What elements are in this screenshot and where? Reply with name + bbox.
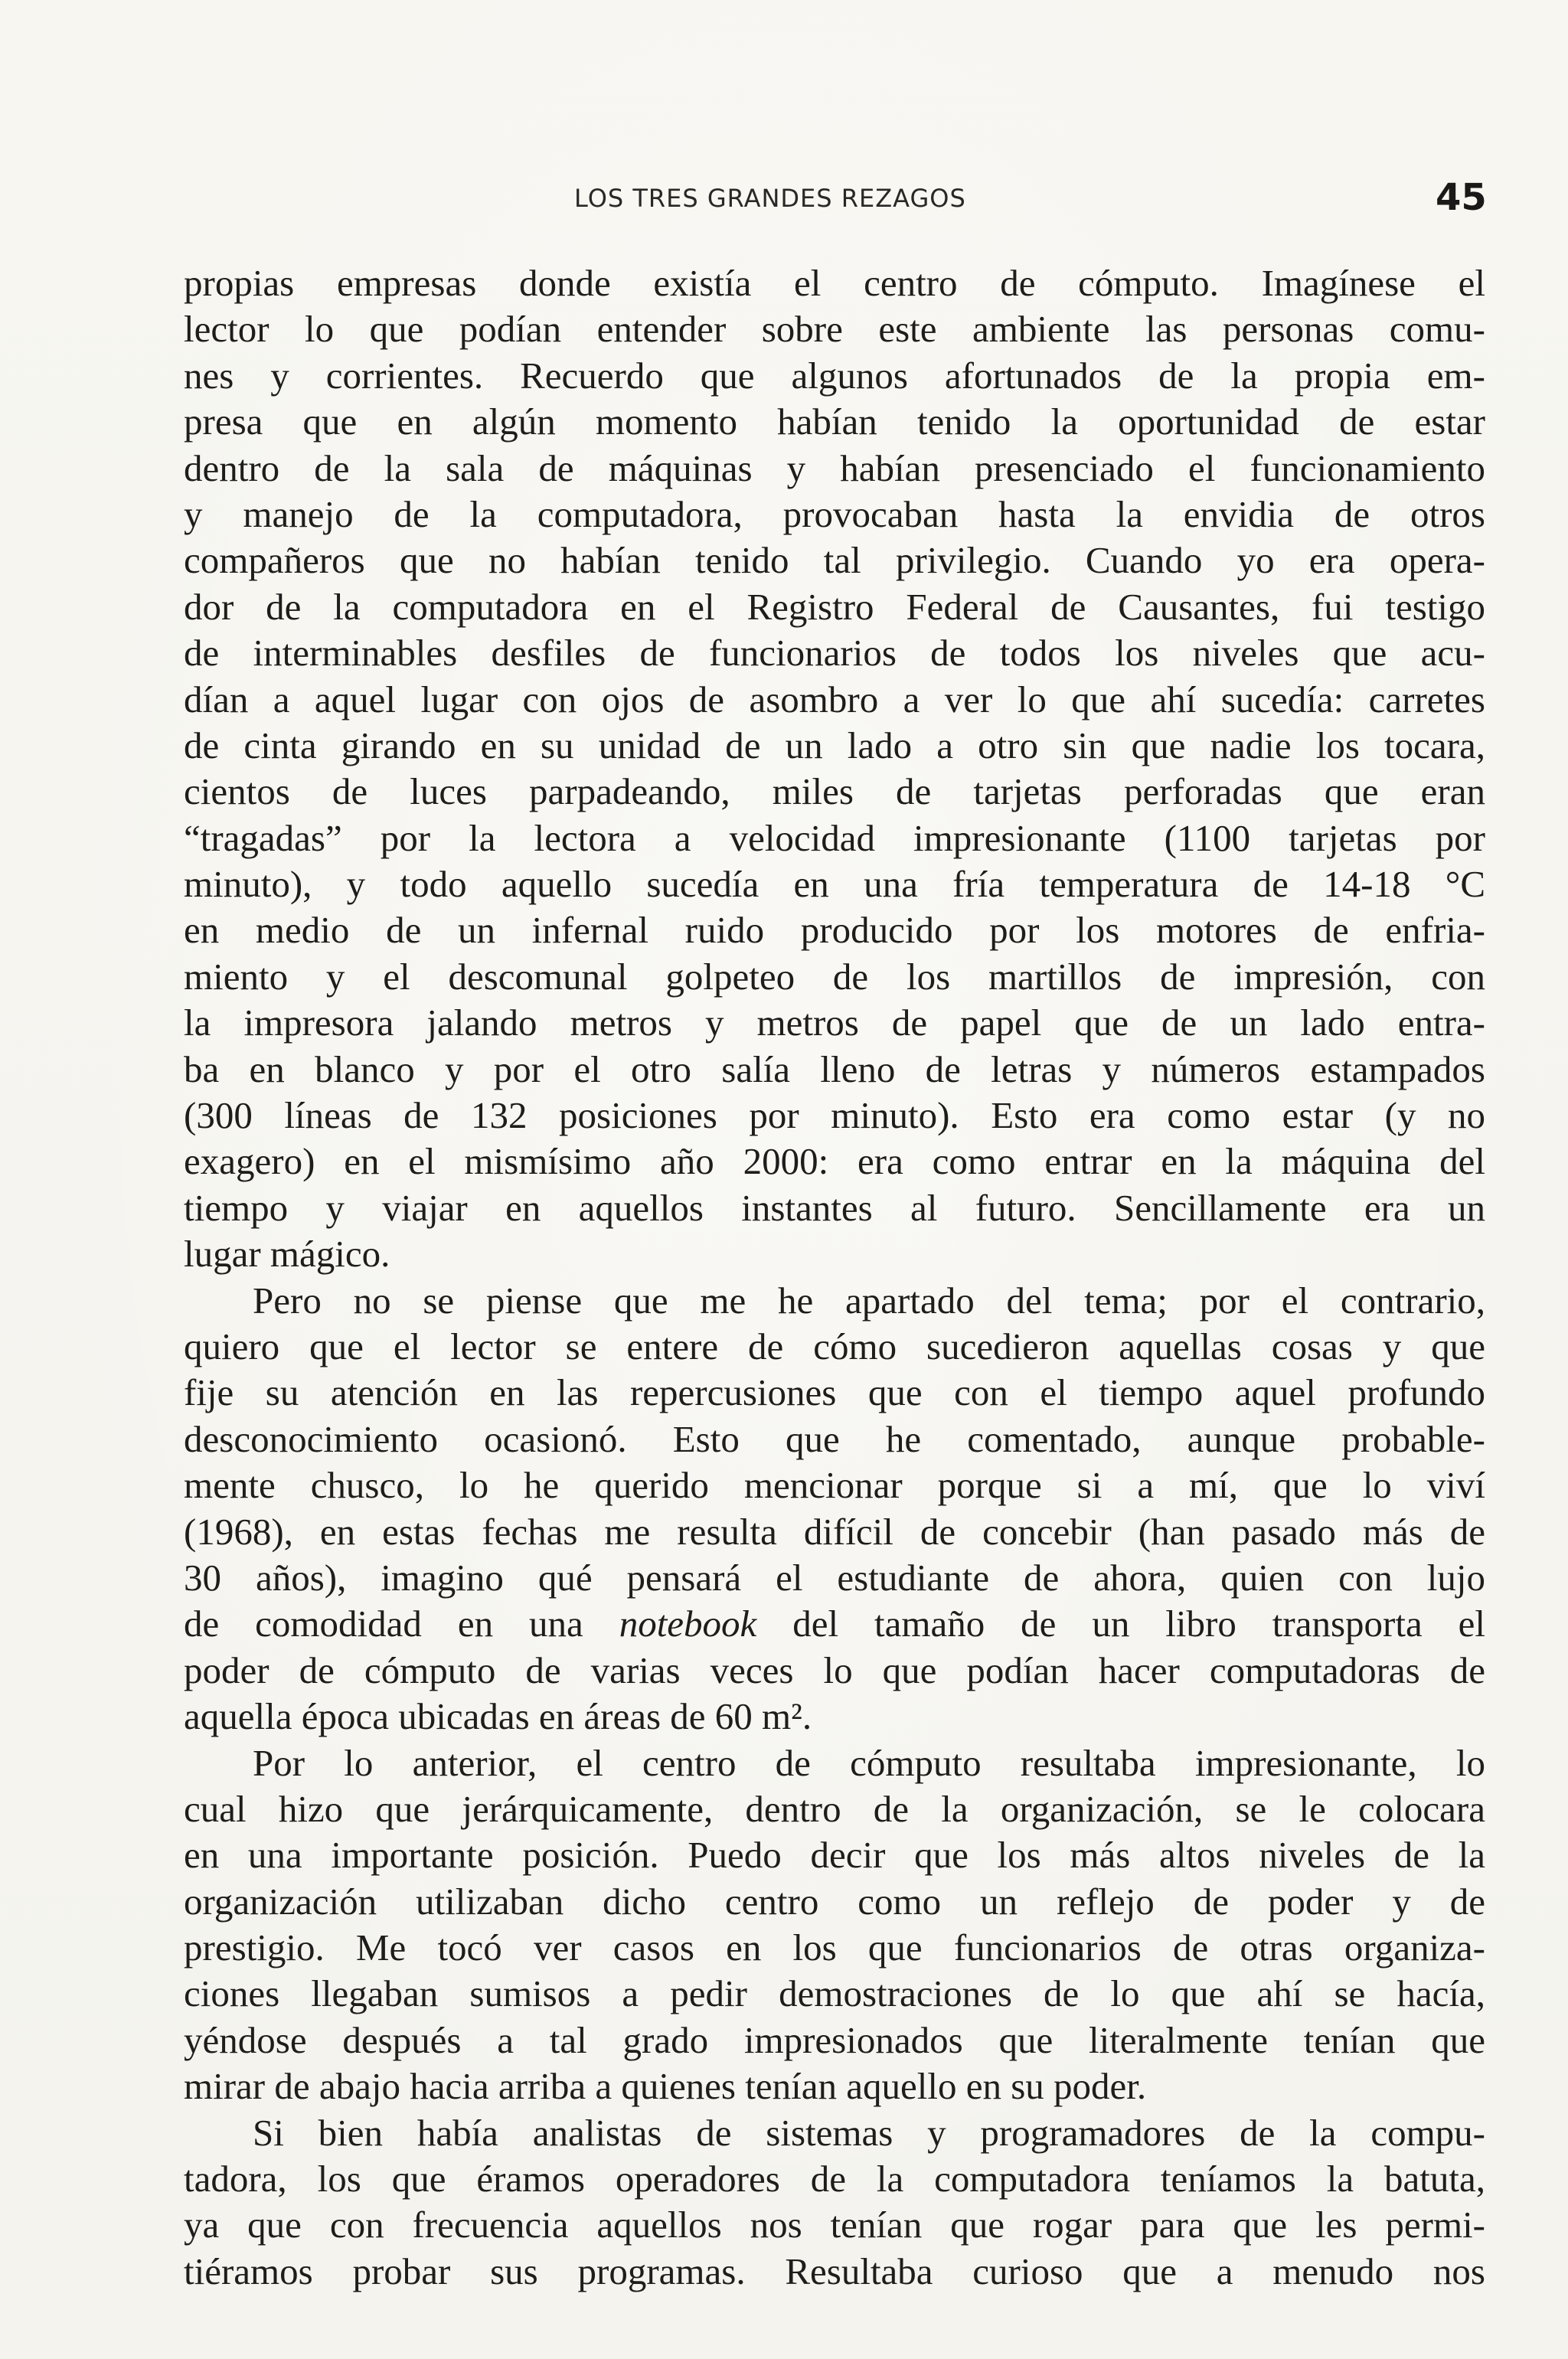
- body-text: [184, 260, 1485, 2295]
- text-line: mente chusco, lo he querido mencionar porque si a mí, que lo viví: [184, 1464, 1485, 1507]
- paragraph-start-line: Pero no se piense que me he apartado del tema; por el contrario,: [253, 1279, 1485, 1322]
- text-line: dían a aquel lugar con ojos de asombro a ver lo que ahí sucedía: carretes: [184, 678, 1485, 720]
- text-line: (300 líneas de 132 posiciones por minuto). Esto era como estar (y no: [184, 1094, 1485, 1137]
- text-line: (1968), en estas fechas me resulta difícil de concebir (han pasado más de: [184, 1510, 1485, 1553]
- paragraph-start-line: Si bien había analistas de sistemas y programadores de la compu-: [253, 2111, 1485, 2154]
- running-head: LOS TRES GRANDES REZAGOS: [574, 184, 966, 213]
- text-line: lector lo que podían entender sobre este ambiente las personas comu-: [184, 308, 1485, 351]
- text-line: en medio de un infernal ruido producido por los motores de enfria-: [184, 909, 1485, 952]
- text-line: tadora, los que éramos operadores de la computadora teníamos la batuta,: [184, 2158, 1485, 2201]
- text-line: exagero) en el mismísimo año 2000: era como entrar en la máquina del: [184, 1140, 1485, 1183]
- text-line: en una importante posición. Puedo decir que los más altos niveles de la: [184, 1834, 1485, 1877]
- text-line: poder de cómputo de varias veces lo que podían hacer computadoras de: [184, 1648, 1485, 1691]
- paragraph-start-line: Por lo anterior, el centro de cómputo resultaba impresionante, lo: [253, 1741, 1485, 1784]
- text-line: aquella época ubicadas en áreas de 60 m².: [184, 1695, 812, 1738]
- italic-term: notebook: [619, 1603, 757, 1645]
- text-line: nes y corrientes. Recuerdo que algunos afortunados de la propia em-: [184, 354, 1485, 397]
- text-line: propias empresas donde existía el centro de cómputo. Imagínese el: [184, 262, 1485, 304]
- text-line: minuto), y todo aquello sucedía en una fría temperatura de 14-18 °C: [184, 863, 1485, 906]
- text-line: miento y el descomunal golpeteo de los martillos de impresión, con: [184, 955, 1485, 998]
- text-line: yéndose después a tal grado impresionados que literalmente tenían que: [184, 2018, 1485, 2061]
- text-line: prestigio. Me tocó ver casos en los que funcionarios de otras organiza-: [184, 1926, 1485, 1969]
- text-line: [184, 1601, 1485, 1647]
- text-line: presa que en algún momento habían tenido la oportunidad de estar: [184, 400, 1485, 443]
- text-line: desconocimiento ocasionó. Esto que he comentado, aunque probable-: [184, 1417, 1485, 1460]
- text-line: cientos de luces parpadeando, miles de tarjetas perforadas que eran: [184, 770, 1485, 813]
- text-line: dor de la computadora en el Registro Federal de Causantes, fui testigo: [184, 585, 1485, 628]
- text-segment: del tamaño de un libro transporta el: [756, 1603, 1485, 1645]
- text-line: dentro de la sala de máquinas y habían presenciado el funcionamiento: [184, 446, 1485, 489]
- text-line: organización utilizaban dicho centro como un reflejo de poder y de: [184, 1880, 1485, 1923]
- page-number: 45: [1436, 176, 1487, 219]
- text-line: ciones llegaban sumisos a pedir demostraciones de lo que ahí se hacía,: [184, 1972, 1485, 2015]
- text-line: lugar mágico.: [184, 1233, 390, 1276]
- text-line: ba en blanco y por el otro salía lleno de letras y números estampados: [184, 1047, 1485, 1090]
- text-line: de interminables desfiles de funcionarios de todos los niveles que acu-: [184, 632, 1485, 675]
- text-line: fije su atención en las repercusiones que con el tiempo aquel profundo: [184, 1371, 1485, 1414]
- text-line: “tragadas” por la lectora a velocidad impresionante (1100 tarjetas por: [184, 816, 1485, 859]
- text-line: la impresora jalando metros y metros de papel que de un lado entra-: [184, 1001, 1485, 1044]
- text-segment: de comodidad en una: [184, 1603, 619, 1645]
- text-line: tiéramos probar sus programas. Resultaba curioso que a menudo nos: [184, 2250, 1485, 2292]
- text-line: cual hizo que jerárquicamente, dentro de la organización, se le colocara: [184, 1787, 1485, 1830]
- text-line: de cinta girando en su unidad de un lado a otro sin que nadie los tocara,: [184, 724, 1485, 766]
- text-line: 30 años), imagino qué pensará el estudiante de ahora, quien con lujo: [184, 1556, 1485, 1599]
- text-line: quiero que el lector se entere de cómo sucedieron aquellas cosas y que: [184, 1325, 1485, 1367]
- text-line: ya que con frecuencia aquellos nos tenían que rogar para que les permi-: [184, 2204, 1485, 2246]
- text-line: tiempo y viajar en aquellos instantes al futuro. Sencillamente era un: [184, 1186, 1485, 1229]
- text-line: y manejo de la computadora, provocaban hasta la envidia de otros: [184, 492, 1485, 535]
- text-line: mirar de abajo hacia arriba a quienes tenían aquello en su poder.: [184, 2065, 1147, 2108]
- text-line: compañeros que no habían tenido tal privilegio. Cuando yo era opera-: [184, 539, 1485, 582]
